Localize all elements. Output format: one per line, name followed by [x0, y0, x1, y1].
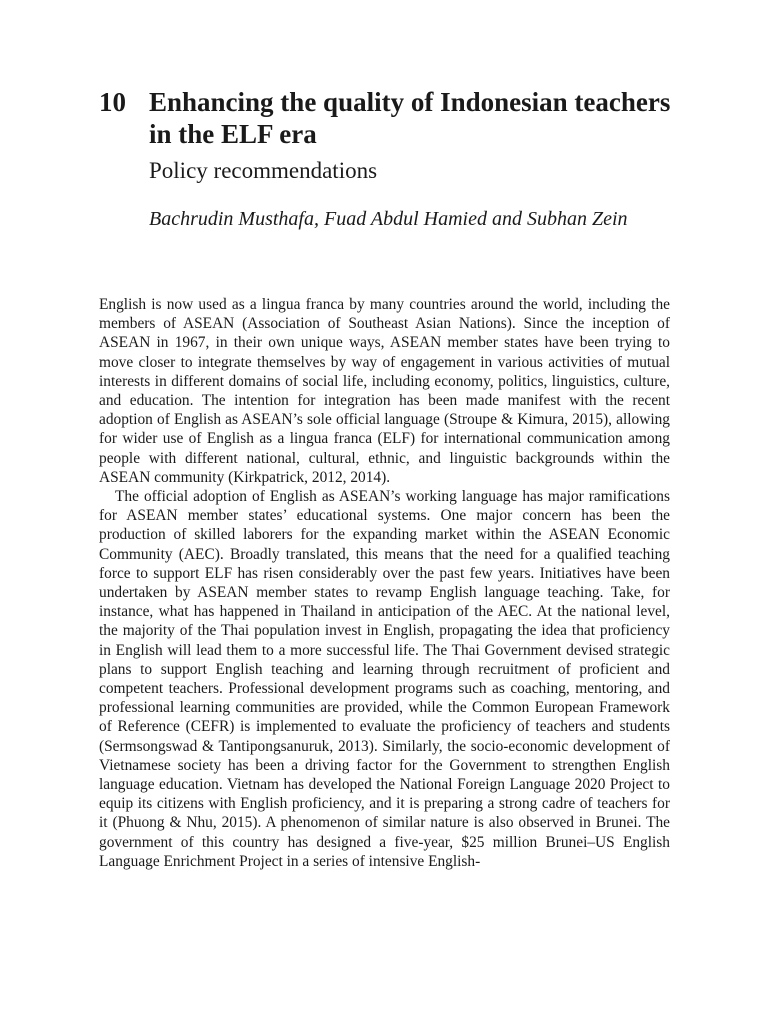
- paragraph: English is now used as a lingua franca by many countries around the world, including the members of ASEAN (Association of Southeast Asian Nations). Since the inception of ASEAN in 1967, in their own unique ways, ASEAN member states have been trying to move closer to integrate themselves by way of engagement in various activities of mutual interests in different domains of social life, including economy, politics, linguistics, culture, and education. The intention for integration has been made manifest with the recent adoption of English as ASEAN’s sole official language (Stroupe & Kimura, 2015), allowing for wider use of English as a lingua franca (ELF) for international communication among people with different national, cultural, ethnic, and linguistic backgrounds within the ASEAN community (Kirkpatrick, 2012, 2014).: [99, 296, 670, 486]
- chapter-subtitle: Policy recommendations: [149, 158, 378, 183]
- chapter-number: 10: [99, 87, 126, 117]
- body-text: [99, 295, 670, 871]
- chapter-heading: [99, 86, 699, 233]
- chapter-title: Enhancing the quality of Indonesian teachers in the ELF era: [149, 87, 671, 149]
- chapter-title-row: [99, 86, 699, 150]
- chapter-authors: Bachrudin Musthafa, Fuad Abdul Hamied and Subhan Zein: [149, 208, 628, 230]
- paragraph: The official adoption of English as ASEAN’s working language has major ramifications for ASEAN member states’ educational systems. One major concern has been the production of skilled laborers for the expanding market within the ASEAN Economic Community (AEC). Broadly translated, this means that the need for a qualified teaching force to support ELF has risen considerably over the past few years. Initiatives have been undertaken by ASEAN member states to revamp English language teaching. Take, for instance, what has happened in Thailand in anticipation of the AEC. At the national level, the majority of the Thai population invest in English, propagating the idea that proficiency in English will lead them to a more successful life. The Thai Government devised strategic plans to support English teaching and learning through recruitment of proficient and competent teachers. Professional development programs such as coaching, mentoring, and professional learning communities are provided, while the Common European Framework of Reference (CEFR) is implemented to evaluate the proficiency of teachers and students (Sermsongswad & Tantipongsanuruk, 2013). Similarly, the socio-economic development of Vietnamese society has been a driving factor for the Government to strengthen English language education. Vietnam has developed the National Foreign Language 2020 Project to equip its citizens with English proficiency, and it is preparing a strong cadre of teachers for it (Phuong & Nhu, 2015). A phenomenon of similar nature is also observed in Brunei. The government of this country has designed a five-year, $25 million Brunei–US English Language Enrichment Project in a series of intensive English-: [99, 488, 670, 870]
